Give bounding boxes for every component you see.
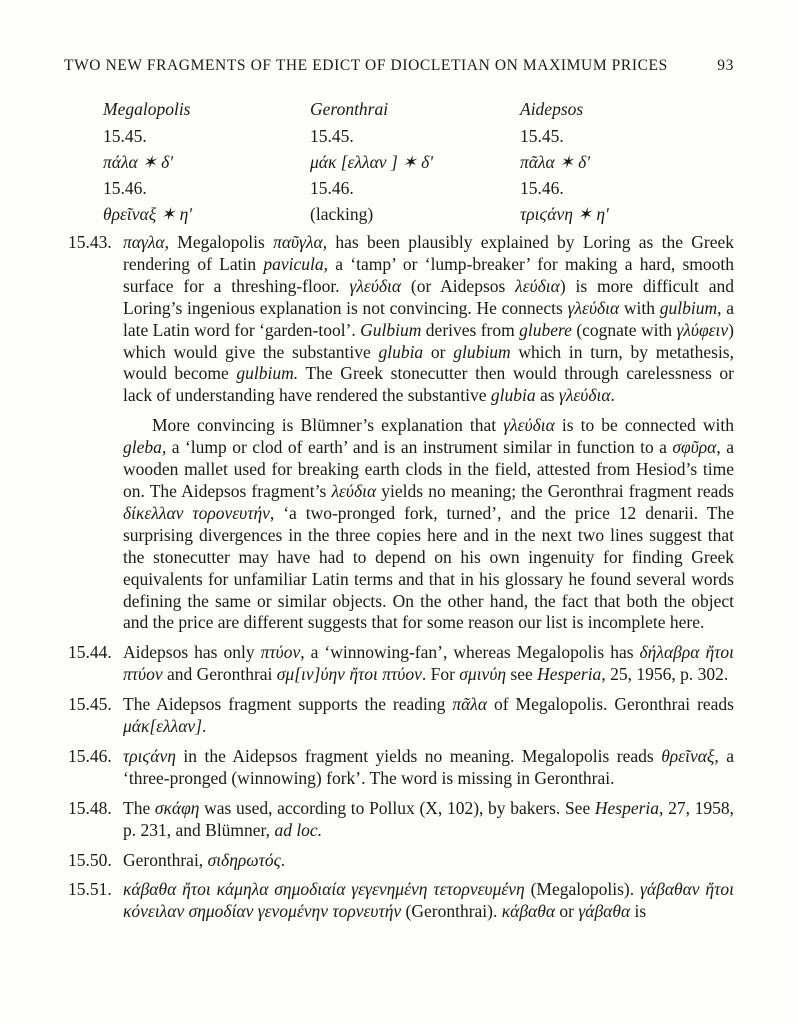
italic-text-run: Gulbium (360, 319, 422, 340)
text-run: . (610, 385, 615, 406)
line-number: 15.46. (520, 178, 564, 198)
entry-number: 15.51. (68, 879, 112, 900)
text-run: with (619, 297, 660, 318)
text-run: The Aidepsos fragment supports the reading (123, 694, 453, 715)
italic-text-run: Hesperia (537, 664, 602, 685)
text-run: . (202, 716, 207, 737)
text-run: , has been plausibly explained by Loring as the Greek rendering of Latin (123, 232, 735, 274)
italic-text-run: γάβαθα (578, 901, 631, 922)
text-run: (or Aidepsos (401, 275, 516, 296)
entry-15-44 (68, 642, 734, 686)
italic-text-run: γλεύδια (503, 415, 555, 436)
italic-text-run: gulbium (659, 297, 718, 318)
italic-text-run: glubia (490, 385, 536, 406)
italic-text-run: gulbium. (236, 363, 299, 384)
italic-text-run: πτύον (260, 642, 301, 663)
italic-text-run: δήλαβρα ἤτοι πτύον (123, 642, 734, 685)
text-run: (Geronthrai). (401, 901, 502, 922)
italic-text-run: γλύφειν (676, 319, 729, 340)
running-title: TWO NEW FRAGMENTS OF THE EDICT OF DIOCLETIAN ON MAXIMUM PRICES (64, 57, 668, 74)
greek-entry: πᾶλα ✶ δʹ (520, 152, 591, 172)
italic-text-run: παῦγλα (273, 232, 323, 252)
line-number: 15.46. (310, 178, 354, 198)
italic-text-run: παγλα (123, 232, 165, 252)
text-run: , a late Latin word for ‘garden-tool’. (123, 297, 734, 340)
text-run: in the Aidepsos fragment yields no meaning. Megalopolis reads (175, 745, 662, 766)
text-run: yields no meaning; the Geronthrai fragment reads (376, 480, 734, 501)
text-run: Geronthrai, (123, 849, 208, 870)
text-run: Aidepsos has only (123, 642, 261, 663)
text-run: More convincing is Blümner’s explanation that (152, 415, 504, 436)
italic-text-run: γλεύδια (567, 297, 620, 318)
line-number: 15.45. (520, 126, 564, 146)
italic-text-run: γάβαθαν ἤτοι κόνειλαν σημοδίαν γενομένην τορνευτήν (123, 879, 734, 922)
text-run: (cognate with (571, 319, 677, 340)
italic-text-run: gleba (123, 437, 162, 458)
text-run: , a ‘three-pronged (winnowing) fork’. The word is missing in Geronthrai. (123, 745, 734, 788)
column-megalopolis (103, 96, 192, 227)
text-run: . For (421, 664, 460, 685)
entry-15-45 (68, 694, 734, 738)
entry-15-48 (68, 798, 734, 842)
greek-entry: θρεῖναξ ✶ ηʹ (103, 204, 193, 224)
entry-number: 15.48. (68, 797, 112, 818)
text-run: and Geronthrai (162, 664, 277, 685)
entry-number: 15.45. (68, 694, 112, 715)
text-run: , a ‘tamp’ or ‘lump-breaker’ for making a hard, smooth surface for a threshing-floor. (123, 253, 734, 296)
entry-number: 15.43. (68, 232, 112, 252)
text-run: ) is more difficult and Loring’s ingenious explanation is not convincing. He connects (123, 275, 735, 318)
text-run: or (555, 901, 579, 922)
italic-text-run: σκάφη (154, 797, 200, 818)
text-run: which in turn, by metathesis, would become (123, 341, 734, 384)
text-run: is (630, 901, 647, 922)
greek-entry: πάλα ✶ δʹ (103, 152, 174, 172)
text-run: ) which would give the substantive (123, 319, 734, 362)
column-aidepsos (520, 96, 609, 227)
running-header (64, 57, 734, 75)
italic-text-run: δίκελλαν τορονευτήν (123, 502, 270, 523)
italic-text-run: πᾶλα (452, 694, 488, 715)
line-number: 15.45. (103, 126, 147, 146)
italic-text-run: τριϛάνη (123, 745, 176, 766)
italic-text-run: σμινύη (459, 664, 507, 685)
text-run: as (535, 385, 559, 406)
italic-text-run: Hesperia (594, 797, 660, 818)
line-number: 15.45. (310, 126, 354, 146)
entry-15-43 (68, 232, 734, 407)
text-run: was used, according to Pollux (X, 102), by bakers. See (199, 797, 595, 818)
text-run: , ‘a two-pronged fork, turned’, and the price 12 denarii. The surprising divergences in the three copies here and in the next two lines suggest that the stonecutter may have had to depend on his own ingenuity for finding Greek equivalents for unfamiliar Latin terms and that in his glossary he found several words defining the same or similar objects. On the other hand, the fact that both the object and the price are different suggests that for some reason our list is incomplete here. (123, 502, 734, 633)
italic-text-run: μάκ[ελλαν] (123, 716, 202, 737)
entry-15-51 (68, 879, 734, 923)
column-heading: Aidepsos (520, 99, 584, 119)
text-run: , a ‘lump or clod of earth’ and is an instrument similar in function to a (161, 437, 673, 458)
italic-text-run: pavicula (263, 253, 324, 274)
lacking-entry: (lacking) (310, 204, 374, 224)
italic-text-run: γλεύδια (558, 385, 611, 406)
text-run: derives from (421, 319, 520, 340)
entry-15-46 (68, 746, 734, 790)
commentary (68, 232, 734, 931)
italic-text-run: glubia (378, 341, 424, 362)
italic-text-run: κάβαθα ἤτοι κάμηλα σημοδιαία γεγενημένη τετορνευμένη (123, 879, 525, 900)
italic-text-run: ad loc. (274, 819, 323, 840)
italic-text-run: θρεῖναξ (661, 745, 715, 766)
column-geronthrai (310, 96, 433, 227)
column-heading: Geronthrai (310, 99, 389, 119)
italic-text-run: σμ[ιν]ύην ἤτοι πτύον (276, 664, 422, 685)
greek-entry: μάκ [ελλαν ] ✶ δʹ (310, 152, 434, 172)
italic-text-run: γλεύδια (349, 275, 402, 296)
entry-15-50 (68, 850, 734, 872)
column-heading: Megalopolis (103, 99, 191, 119)
text-run: (Megalopolis). (524, 879, 641, 900)
text-run: , 25, 1956, p. 302. (601, 664, 729, 685)
text-run: , Megalopolis (164, 232, 274, 252)
text-run: , 27, 1958, p. 231, and Blümner, (123, 797, 734, 840)
entry-number: 15.46. (68, 745, 112, 766)
italic-text-run: κάβαθα (501, 901, 556, 922)
page-number: 93 (717, 57, 734, 74)
text-run: The (123, 797, 155, 818)
text-run: The Greek stonecutter then would through carelessness or lack of understanding have rendered the substantive (123, 363, 734, 406)
text-run: or (423, 341, 454, 362)
entry-number: 15.44. (68, 642, 112, 663)
greek-entry: τριϛάνη ✶ ηʹ (520, 204, 609, 224)
italic-text-run: λεύδια (515, 275, 560, 296)
text-run: see (506, 664, 538, 685)
text-run: . (280, 849, 286, 870)
italic-text-run: σιδηρωτός (207, 849, 281, 870)
italic-text-run: σφῦρα (672, 437, 717, 458)
italic-text-run: glubium (453, 341, 511, 362)
text-run: , a wooden mallet used for breaking earth clods in the field, attested from Hesiod’s time on. The Aidepsos fragment’s (123, 437, 734, 501)
entry-number: 15.50. (68, 849, 112, 870)
text-run: , a ‘winnowing-fan’, whereas Megalopolis has (300, 642, 640, 663)
text-run: is to be connected with (554, 415, 734, 436)
entry-15-43-continuation (68, 415, 734, 634)
text-run: of Megalopolis. Geronthrai reads (487, 694, 734, 715)
line-number: 15.46. (103, 178, 147, 198)
italic-text-run: glubere (519, 319, 572, 340)
italic-text-run: λεύδια (331, 480, 377, 501)
